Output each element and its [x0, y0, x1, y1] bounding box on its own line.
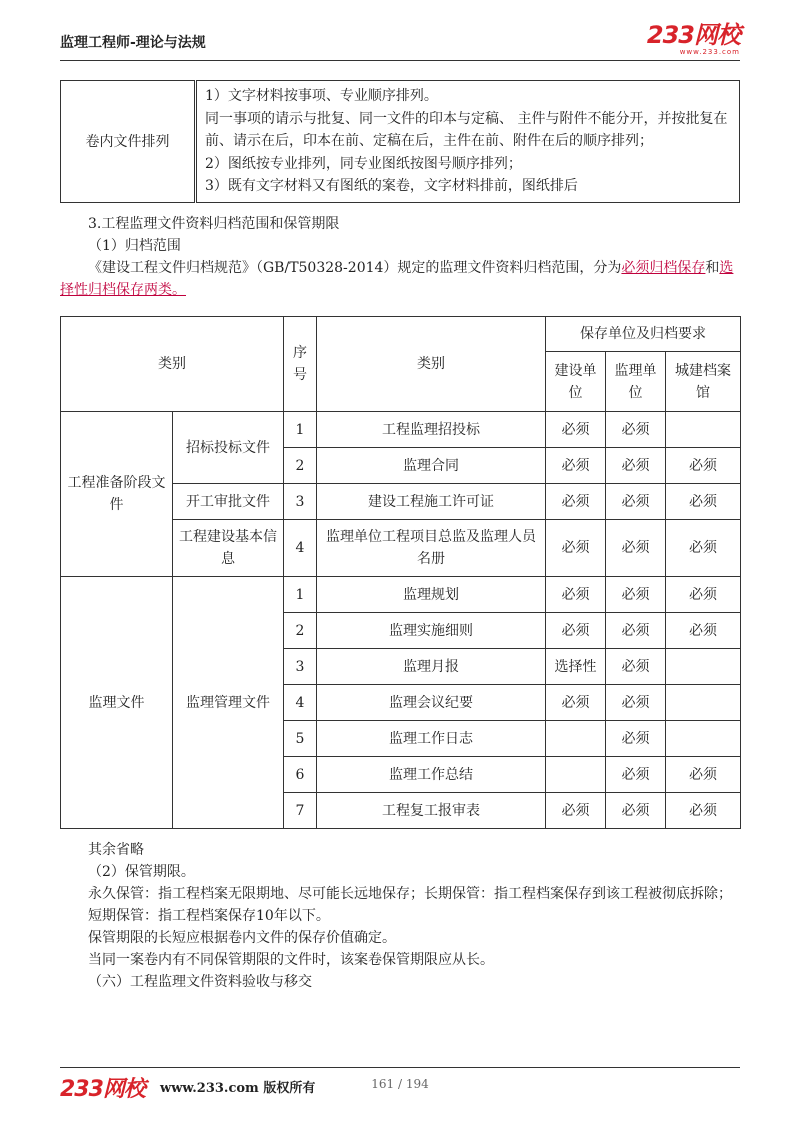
footer-copyright: www.233.com 版权所有 [160, 1081, 316, 1096]
super-cell: 必须 [606, 577, 666, 613]
archive-cell: 必须 [666, 448, 741, 484]
build-cell: 必须 [546, 793, 606, 829]
seq-cell: 2 [284, 613, 317, 649]
section-6-heading: （六）工程监理文件资料验收与移交 [88, 974, 312, 990]
archive-cell: 必须 [666, 577, 741, 613]
item-cell: 监理实施细则 [317, 613, 546, 649]
archive-cell: 必须 [666, 520, 741, 577]
permanent-retention: 永久保管：指工程档案无限期地、尽可能长远地保存；长期保管：指工程档案保存到该工程被彻底拆除； [88, 886, 732, 902]
logo-url: www.233.com [679, 48, 740, 56]
section-heading: 3.工程监理文件资料归档范围和保管期限 [88, 216, 340, 232]
item-cell: 监理会议纪要 [317, 685, 546, 721]
seq-cell: 1 [284, 577, 317, 613]
arrangement-line: 1）文字材料按事项、专业顺序排列。 [205, 88, 438, 104]
page-number: 161 / 194 [371, 1077, 429, 1091]
archive-cell: 必须 [666, 757, 741, 793]
header-seq: 序号 [284, 317, 317, 412]
item-cell: 监理规划 [317, 577, 546, 613]
page-header [60, 21, 740, 61]
header-build-unit: 建设单位 [546, 352, 606, 412]
header-archive: 城建档案馆 [666, 352, 741, 412]
archive-cell: 必须 [666, 484, 741, 520]
arrangement-label: 卷内文件排列 [61, 81, 196, 203]
group-name: 工程准备阶段文件 [61, 412, 173, 577]
footer-logo: 233网校 [60, 1077, 145, 1102]
retention-section [60, 839, 740, 993]
arrangement-line: 2）图纸按专业排列，同专业图纸按图号顺序排列； [205, 155, 522, 172]
super-cell: 必须 [606, 520, 666, 577]
build-cell: 必须 [546, 613, 606, 649]
super-cell: 必须 [606, 757, 666, 793]
item-cell: 工程监理招投标 [317, 412, 546, 448]
subgroup-name: 监理管理文件 [173, 577, 284, 829]
super-cell: 必须 [606, 793, 666, 829]
build-cell [546, 757, 606, 793]
table-row [61, 577, 741, 613]
archive-cell [666, 649, 741, 685]
retention-same-file: 当同一案卷内有不同保管期限的文件时，该案卷保管期限应从长。 [88, 952, 494, 968]
file-arrangement-table [60, 80, 740, 203]
super-cell: 必须 [606, 721, 666, 757]
archive-cell [666, 721, 741, 757]
arrangement-line: 同一事项的请示与批复、同一文件的印本与定稿、 主件与附件不能分开，并按批复在前、请示在后，印本在前、定稿在后，主件在前、附件在后的顺序排列； [205, 110, 728, 149]
brand-logo [647, 22, 740, 56]
subsection-heading: （1）归档范围 [88, 238, 181, 254]
archive-cell [666, 685, 741, 721]
seq-cell: 3 [284, 484, 317, 520]
item-cell: 监理合同 [317, 448, 546, 484]
item-cell: 监理单位工程项目总监及监理人员名册 [317, 520, 546, 577]
table-row [61, 412, 741, 448]
build-cell: 必须 [546, 484, 606, 520]
subgroup-name: 开工审批文件 [173, 484, 284, 520]
short-retention: 短期保管：指工程档案保存10年以下。 [88, 908, 330, 924]
super-cell: 必须 [606, 484, 666, 520]
subsection-heading-2: （2）保管期限。 [88, 864, 195, 880]
seq-cell: 1 [284, 412, 317, 448]
build-cell: 必须 [546, 685, 606, 721]
seq-cell: 2 [284, 448, 317, 484]
arrangement-content [196, 81, 740, 203]
header-category: 类别 [61, 317, 284, 412]
group-name: 监理文件 [61, 577, 173, 829]
header-category-2: 类别 [317, 317, 546, 412]
page-footer [60, 1067, 740, 1102]
logo-text: 233网校 [646, 21, 740, 49]
build-cell: 选择性 [546, 649, 606, 685]
header-title: 监理工程师-理论与法规 [60, 35, 206, 51]
super-cell: 必须 [606, 412, 666, 448]
build-cell: 必须 [546, 520, 606, 577]
seq-cell: 3 [284, 649, 317, 685]
item-cell: 监理工作总结 [317, 757, 546, 793]
super-cell: 必须 [606, 649, 666, 685]
build-cell: 必须 [546, 412, 606, 448]
item-cell: 建设工程施工许可证 [317, 484, 546, 520]
seq-cell: 6 [284, 757, 317, 793]
rest-omitted: 其余省略 [88, 842, 144, 858]
intro-highlight-optional: 选择性归档保存两类。 [60, 260, 734, 298]
arrangement-line: 3）既有文字材料又有图纸的案卷，文字材料排前，图纸排后 [205, 178, 578, 194]
build-cell [546, 721, 606, 757]
retention-value: 保管期限的长短应根据卷内文件的保存价值确定。 [88, 930, 396, 946]
super-cell: 必须 [606, 613, 666, 649]
seq-cell: 7 [284, 793, 317, 829]
seq-cell: 4 [284, 520, 317, 577]
super-cell: 必须 [606, 448, 666, 484]
intro-and: 和 [705, 260, 720, 276]
header-requirement: 保存单位及归档要求 [546, 317, 741, 352]
item-cell: 监理工作日志 [317, 721, 546, 757]
subgroup-name: 工程建设基本信息 [173, 520, 284, 577]
archive-cell: 必须 [666, 613, 741, 649]
build-cell: 必须 [546, 448, 606, 484]
archive-cell [666, 412, 741, 448]
intro-text: 《建设工程文件归档规范》（GB/T50328-2014）规定的监理文件资料归档范围，分为 [88, 260, 622, 276]
archive-cell: 必须 [666, 793, 741, 829]
seq-cell: 4 [284, 685, 317, 721]
archive-scope-table [60, 316, 741, 829]
section-intro [60, 213, 740, 301]
intro-paragraph [60, 257, 740, 301]
super-cell: 必须 [606, 685, 666, 721]
subgroup-name: 招标投标文件 [173, 412, 284, 484]
header-supervision-unit: 监理单位 [606, 352, 666, 412]
intro-highlight-mandatory: 必须归档保存 [621, 260, 706, 276]
item-cell: 监理月报 [317, 649, 546, 685]
seq-cell: 5 [284, 721, 317, 757]
item-cell: 工程复工报审表 [317, 793, 546, 829]
build-cell: 必须 [546, 577, 606, 613]
